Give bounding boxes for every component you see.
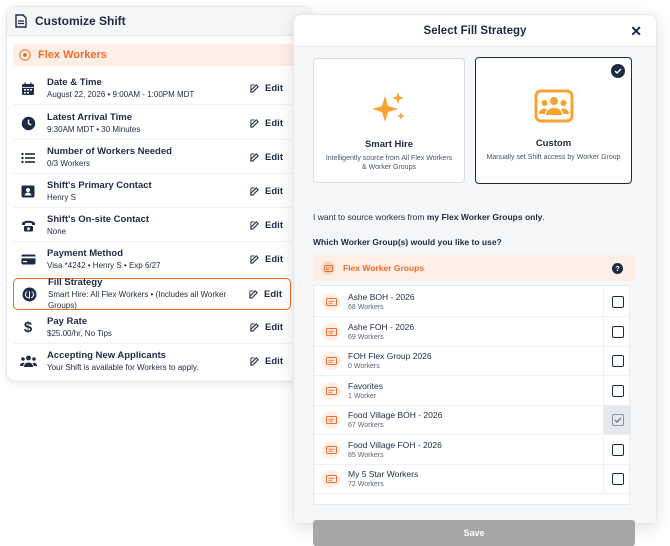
row-subtitle: August 22, 2026 • 9:00AM - 1:00PM MDT bbox=[47, 90, 195, 99]
list-item[interactable] bbox=[314, 288, 603, 317]
row-latest-arrival bbox=[13, 108, 291, 140]
row-subtitle: $25.00/hr, No Tips bbox=[47, 329, 112, 338]
clock-icon bbox=[17, 116, 39, 131]
pencil-icon bbox=[250, 323, 259, 332]
pencil-icon bbox=[250, 255, 259, 264]
group-card-icon bbox=[322, 293, 340, 311]
group-card-icon bbox=[321, 261, 335, 275]
list-item[interactable] bbox=[314, 347, 603, 376]
people-icon bbox=[17, 355, 39, 367]
banner-label: Flex Workers bbox=[38, 49, 107, 61]
group-name: Food Village BOH - 2026 bbox=[348, 410, 443, 420]
flex-worker-groups-header bbox=[313, 255, 635, 281]
row-title: Latest Arrival Time bbox=[47, 112, 133, 123]
row-workers-needed bbox=[13, 142, 291, 174]
save-button[interactable]: Save bbox=[313, 520, 635, 546]
row-fill-strategy[interactable] bbox=[13, 278, 291, 310]
group-count: 68 Workers bbox=[348, 304, 384, 311]
smart-hire-card[interactable] bbox=[313, 58, 465, 183]
edit-button[interactable]: Edit bbox=[249, 289, 282, 300]
row-title: Pay Rate bbox=[47, 316, 88, 327]
checkbox-cell bbox=[603, 318, 631, 347]
edit-button[interactable]: Edit bbox=[250, 254, 283, 265]
pencil-icon bbox=[250, 187, 259, 196]
row-subtitle: 9:30AM MDT • 30 Minutes bbox=[47, 125, 141, 134]
worker-group-list bbox=[313, 285, 630, 505]
row-payment-method bbox=[13, 244, 291, 276]
list-item[interactable] bbox=[314, 406, 603, 435]
sparkle-icon bbox=[314, 90, 464, 126]
row-date-time bbox=[13, 73, 291, 105]
list-item[interactable] bbox=[314, 436, 603, 465]
pencil-icon bbox=[250, 357, 259, 366]
row-pay-rate bbox=[13, 312, 291, 344]
row-onsite-contact bbox=[13, 210, 291, 242]
row-title: Accepting New Applicants bbox=[47, 349, 166, 361]
group-checkbox[interactable] bbox=[612, 473, 624, 485]
contact-card-icon bbox=[17, 185, 39, 198]
row-title: Date & Time bbox=[47, 77, 102, 88]
group-card-icon bbox=[322, 352, 340, 370]
group-card-icon bbox=[322, 411, 340, 429]
group-checkbox[interactable] bbox=[612, 355, 624, 367]
group-checkbox[interactable] bbox=[612, 385, 624, 397]
group-card-icon bbox=[322, 470, 340, 488]
panel-title: Customize Shift bbox=[35, 14, 126, 28]
row-title: Shift's Primary Contact bbox=[47, 180, 152, 191]
group-name: Food Village FOH - 2026 bbox=[348, 439, 442, 450]
modal-header bbox=[294, 15, 656, 47]
checkbox-cell bbox=[603, 436, 631, 465]
row-subtitle: None bbox=[47, 227, 67, 236]
edit-button[interactable]: Edit bbox=[250, 118, 283, 129]
row-subtitle: 0/3 Workers bbox=[47, 159, 90, 168]
group-card-icon bbox=[322, 323, 340, 341]
help-icon[interactable]: ? bbox=[612, 263, 623, 274]
list-item[interactable] bbox=[314, 465, 603, 494]
document-icon bbox=[15, 14, 27, 28]
row-primary-contact bbox=[13, 176, 291, 208]
customize-shift-panel bbox=[6, 6, 312, 382]
group-card-icon bbox=[322, 382, 340, 400]
group-count: 67 Workers bbox=[348, 422, 384, 429]
list-item[interactable] bbox=[314, 318, 603, 347]
credit-card-icon bbox=[17, 254, 39, 265]
group-header-label: Flex Worker Groups bbox=[343, 263, 425, 273]
custom-title: Custom bbox=[535, 138, 572, 149]
group-card-icon bbox=[322, 441, 340, 459]
row-title: Number of Workers Needed bbox=[47, 146, 172, 157]
flex-icon bbox=[19, 49, 31, 61]
group-count: 0 Workers bbox=[348, 363, 380, 370]
edit-button[interactable]: Edit bbox=[250, 186, 283, 197]
list-icon bbox=[17, 152, 39, 164]
checkbox-cell bbox=[603, 377, 631, 406]
modal-body bbox=[294, 47, 656, 538]
flex-workers-banner bbox=[13, 44, 305, 66]
close-icon[interactable]: ✕ bbox=[630, 23, 642, 39]
group-count: 1 Worker bbox=[348, 392, 377, 400]
modal-title: Select Fill Strategy bbox=[423, 24, 527, 37]
brain-icon bbox=[18, 287, 40, 302]
row-subtitle: Henry S bbox=[47, 193, 76, 202]
pencil-icon bbox=[250, 221, 259, 230]
row-title: Fill Strategy bbox=[48, 277, 103, 288]
edit-button[interactable]: Edit bbox=[250, 220, 283, 231]
pencil-icon bbox=[250, 84, 259, 93]
group-icon bbox=[476, 89, 631, 125]
smart-hire-title: Smart Hire bbox=[364, 139, 414, 150]
pencil-icon bbox=[250, 153, 259, 162]
pencil-icon bbox=[249, 290, 258, 299]
row-subtitle: Your Shift is available for Workers to apply. bbox=[47, 362, 199, 372]
list-item[interactable] bbox=[314, 377, 603, 406]
checkbox-cell bbox=[603, 406, 631, 435]
group-name: Favorites bbox=[348, 380, 383, 391]
group-checkbox[interactable] bbox=[612, 326, 624, 338]
checkbox-cell bbox=[603, 347, 631, 376]
group-count: 85 Workers bbox=[348, 451, 384, 459]
panel-header bbox=[7, 7, 311, 36]
row-title: Shift's On-site Contact bbox=[47, 214, 150, 225]
check-icon bbox=[611, 64, 625, 78]
row-subtitle: Visa *4242 • Henry S • Exp 6/27 bbox=[47, 261, 161, 270]
pencil-icon bbox=[250, 119, 259, 128]
fill-strategy-modal bbox=[293, 14, 657, 538]
calendar-icon bbox=[17, 82, 39, 96]
group-name: My 5 Star Workers bbox=[348, 469, 419, 479]
edit-button[interactable]: Edit bbox=[250, 322, 283, 333]
checkbox-cell bbox=[603, 465, 631, 494]
group-checkbox[interactable] bbox=[612, 296, 624, 308]
custom-desc: Manually set Shift access by Worker Group bbox=[486, 154, 621, 161]
row-subtitle: Smart Hire: All Flex Workers • (Includes all Worker Groups) bbox=[48, 290, 227, 310]
custom-card[interactable] bbox=[475, 57, 632, 184]
group-name: FOH Flex Group 2026 bbox=[348, 351, 432, 361]
row-title: Payment Method bbox=[47, 248, 124, 259]
smart-hire-desc: Intelligently source from All Flex Workers & Worker Groups bbox=[325, 155, 453, 171]
edit-button[interactable]: Edit bbox=[250, 356, 283, 367]
edit-button[interactable]: Edit bbox=[250, 152, 283, 163]
group-name: Ashe FOH - 2026 bbox=[348, 321, 415, 332]
group-checkbox[interactable] bbox=[612, 444, 624, 456]
group-count: 69 Workers bbox=[348, 333, 384, 341]
group-name: Ashe BOH - 2026 bbox=[348, 292, 415, 302]
row-accepting-applicants bbox=[13, 345, 291, 377]
source-statement: I want to source workers from my Flex Worker Groups only. bbox=[313, 212, 545, 222]
group-count: 72 Workers bbox=[348, 481, 384, 488]
worker-group-question: Which Worker Group(s) would you like to use? bbox=[313, 237, 502, 247]
dollar-icon: $ bbox=[23, 319, 33, 336]
edit-button[interactable]: Edit bbox=[250, 83, 283, 94]
group-checkbox[interactable] bbox=[612, 414, 624, 426]
check-icon bbox=[614, 416, 622, 424]
phone-icon bbox=[17, 219, 39, 232]
checkbox-cell bbox=[603, 288, 631, 317]
